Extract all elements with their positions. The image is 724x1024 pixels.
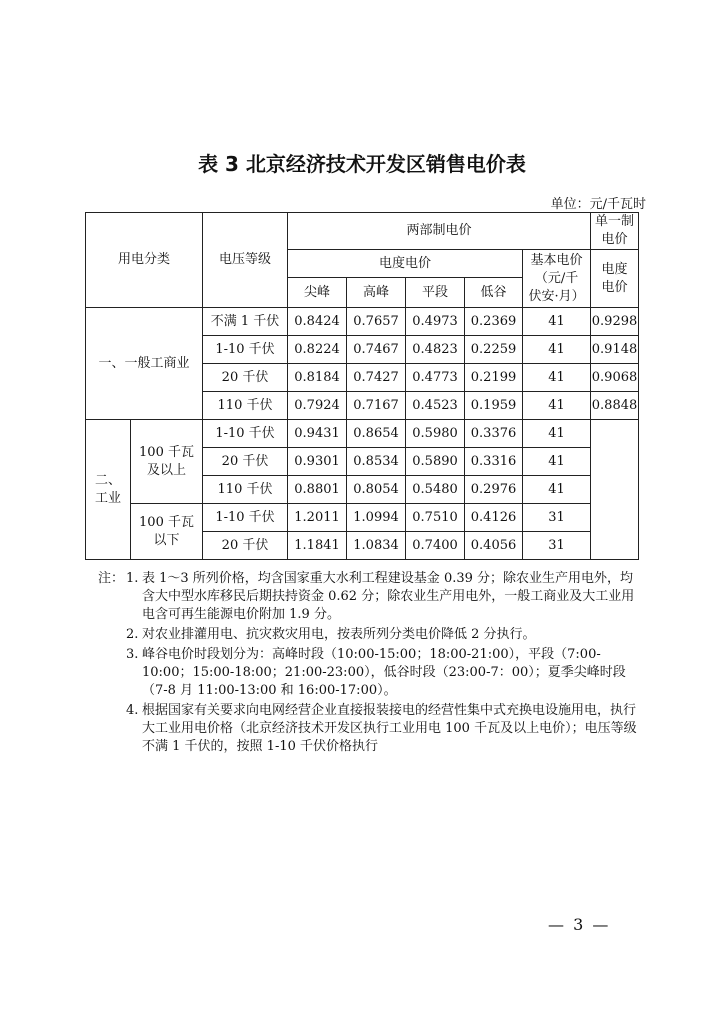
- cell-high: 1.0834: [347, 532, 406, 560]
- header-valley: 低谷: [465, 278, 523, 308]
- header-category: 用电分类: [86, 213, 203, 308]
- group-industry-line1: 二、: [94, 472, 121, 488]
- cell-high: 0.8054: [347, 476, 406, 504]
- cell-single: 0.8848: [591, 392, 639, 420]
- cell-flat: 0.5980: [406, 420, 465, 448]
- cell-high: 0.7657: [347, 308, 406, 336]
- cell-sharp: 0.7924: [288, 392, 347, 420]
- header-peak-sharp: 尖峰: [288, 278, 347, 308]
- group-below-100kw: [131, 504, 203, 560]
- note-text: 根据国家有关要求向电网经营企业直接报装接电的经营性集中式充换电设施用电，执行大工业用电价格（北京经济技术开发区执行工业用电 100 千瓦及以上电价）；电压等级不满 1 千伏的，按照 1-10 千伏价格执行: [142, 703, 637, 754]
- cell-flat: 0.4523: [406, 392, 465, 420]
- cell-basic: 41: [523, 308, 591, 336]
- header-basic-line3: 伏安·月）: [528, 288, 585, 304]
- group-above-100kw-line2: 及以上: [147, 462, 187, 478]
- cell-valley: 0.2259: [465, 336, 523, 364]
- cell-basic: 41: [523, 364, 591, 392]
- group-industry: [86, 420, 131, 560]
- cell-flat: 0.7400: [406, 532, 465, 560]
- cell-flat: 0.4973: [406, 308, 465, 336]
- table-title: 表 3 北京经济技术开发区销售电价表: [198, 152, 526, 176]
- note-text: 表 1～3 所列价格，均含国家重大水利工程建设基金 0.39 分；除农业生产用电外，均含大中型水库移民后期扶持资金 0.62 分；除农业生产用电外，一般工商业及大工业用电含可再生能源电价附加 1.9 分。: [142, 571, 635, 622]
- note-number: 2.: [126, 627, 139, 642]
- header-single: [591, 213, 639, 250]
- cell-sharp: 0.8801: [288, 476, 347, 504]
- cell-voltage: 1-10 千伏: [203, 504, 288, 532]
- header-basic-line1: 基本电价: [530, 252, 583, 268]
- cell-valley: 0.4056: [465, 532, 523, 560]
- cell-valley: 0.2199: [465, 364, 523, 392]
- cell-basic: 41: [523, 476, 591, 504]
- note-number: 3.: [126, 647, 139, 662]
- cell-high: 0.7167: [347, 392, 406, 420]
- header-single-energy-line2: 电价: [601, 279, 628, 295]
- cell-sharp: 1.1841: [288, 532, 347, 560]
- note-item: [98, 702, 646, 756]
- cell-sharp: 0.8184: [288, 364, 347, 392]
- notes-section: [98, 570, 646, 758]
- cell-voltage: 20 千伏: [203, 448, 288, 476]
- cell-sharp: 0.9301: [288, 448, 347, 476]
- note-number: 1.: [126, 571, 139, 586]
- cell-valley: 0.3316: [465, 448, 523, 476]
- cell-voltage: 20 千伏: [203, 364, 288, 392]
- cell-single: 0.9148: [591, 336, 639, 364]
- header-basic: [523, 250, 591, 308]
- cell-single: 0.9068: [591, 364, 639, 392]
- cell-sharp: 1.2011: [288, 504, 347, 532]
- group-industry-line2: 工业: [94, 490, 121, 506]
- cell-flat: 0.5890: [406, 448, 465, 476]
- cell-basic: 41: [523, 336, 591, 364]
- group-below-100kw-line2: 以下: [153, 532, 180, 548]
- header-single-energy: [591, 250, 639, 308]
- header-single-line2: 电价: [601, 232, 628, 247]
- unit-label: 单位：元/千瓦时: [550, 197, 646, 212]
- cell-basic: 31: [523, 504, 591, 532]
- group-below-100kw-line1: 100 千瓦: [139, 514, 194, 530]
- note-item: [98, 626, 646, 644]
- page-number: — 3 —: [548, 915, 611, 934]
- cell-single-empty: [591, 420, 639, 560]
- electricity-price-table: [85, 212, 639, 560]
- cell-voltage: 110 千伏: [203, 476, 288, 504]
- cell-voltage: 1-10 千伏: [203, 420, 288, 448]
- cell-valley: 0.4126: [465, 504, 523, 532]
- header-basic-line2: （元/千: [534, 270, 579, 286]
- cell-basic: 41: [523, 392, 591, 420]
- cell-flat: 0.4773: [406, 364, 465, 392]
- notes-lead: 注：: [98, 571, 125, 586]
- table-row: [86, 420, 639, 448]
- cell-high: 1.0994: [347, 504, 406, 532]
- cell-voltage: 1-10 千伏: [203, 336, 288, 364]
- cell-basic: 41: [523, 448, 591, 476]
- group-above-100kw: [131, 420, 203, 504]
- note-item: [98, 570, 646, 624]
- cell-flat: 0.4823: [406, 336, 465, 364]
- cell-valley: 0.2369: [465, 308, 523, 336]
- group-general: 一、一般工商业: [86, 308, 203, 420]
- cell-voltage: 110 千伏: [203, 392, 288, 420]
- cell-high: 0.8654: [347, 420, 406, 448]
- header-single-energy-line1: 电度: [601, 261, 628, 277]
- cell-valley: 0.1959: [465, 392, 523, 420]
- cell-sharp: 0.8224: [288, 336, 347, 364]
- header-voltage: 电压等级: [203, 213, 288, 308]
- cell-flat: 0.7510: [406, 504, 465, 532]
- cell-voltage: 20 千伏: [203, 532, 288, 560]
- cell-high: 0.7427: [347, 364, 406, 392]
- cell-voltage: 不满 1 千伏: [203, 308, 288, 336]
- cell-sharp: 0.8424: [288, 308, 347, 336]
- header-single-line1: 单一制: [595, 214, 635, 229]
- table-row: [86, 504, 639, 532]
- table-row: [86, 308, 639, 336]
- note-number: 4.: [126, 703, 139, 718]
- cell-high: 0.8534: [347, 448, 406, 476]
- cell-basic: 31: [523, 532, 591, 560]
- header-two-part: 两部制电价: [288, 213, 591, 250]
- header-flat: 平段: [406, 278, 465, 308]
- cell-single: 0.9298: [591, 308, 639, 336]
- note-text: 峰谷电价时段划分为：高峰时段（10:00-15:00；18:00-21:00），平段（7:00-10:00；15:00-18:00；21:00-23:00），低谷时段（23:00-7：00）；夏季尖峰时段（7-8 月 11:00-13:00 和 16:00-17:00）。: [142, 647, 626, 698]
- cell-flat: 0.5480: [406, 476, 465, 504]
- cell-high: 0.7467: [347, 336, 406, 364]
- cell-valley: 0.2976: [465, 476, 523, 504]
- cell-valley: 0.3376: [465, 420, 523, 448]
- cell-basic: 41: [523, 420, 591, 448]
- cell-sharp: 0.9431: [288, 420, 347, 448]
- header-peak-high: 高峰: [347, 278, 406, 308]
- header-energy: 电度电价: [288, 250, 523, 278]
- note-text: 对农业排灌用电、抗灾救灾用电，按表所列分类电价降低 2 分执行。: [142, 627, 536, 642]
- group-above-100kw-line1: 100 千瓦: [139, 444, 194, 460]
- note-item: [98, 646, 646, 700]
